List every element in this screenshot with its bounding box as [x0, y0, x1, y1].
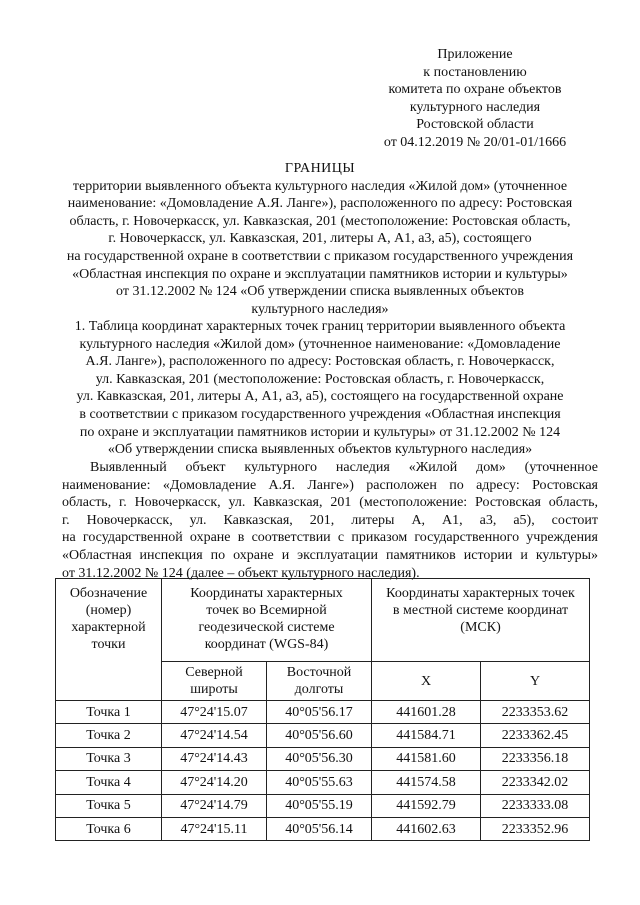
appendix-line: Приложение — [437, 47, 513, 62]
paragraph-line: «Областная инспекция по охране и эксплуатации памятников истории и культуры» — [62, 547, 598, 563]
title-line: культурного наследия» — [251, 301, 389, 317]
table-row — [56, 701, 590, 724]
cell-x: 441602.63 — [372, 817, 481, 840]
section-line: в соответствии с приказом государственного учреждения «Областная инспекция — [79, 406, 561, 422]
appendix-line: Ростовской области — [416, 117, 534, 133]
cell-x: 441574.58 — [372, 771, 481, 794]
header-y: Y — [481, 662, 590, 701]
paragraph-line: на государственной охране в соответствии с приказом государственного учреждения — [62, 530, 598, 546]
cell-east: 40°05'56.14 — [267, 817, 372, 840]
paragraph-line: область, г. Новочеркасск, ул. Кавказская, 201 (местоположение: Ростовская область, — [62, 495, 598, 511]
document-title — [30, 160, 610, 318]
title-line: «Областная инспекция по охране и эксплуатации памятников истории и культуры» — [72, 266, 568, 282]
header-east-longitude: Восточной долготы — [267, 662, 372, 701]
cell-north: 47°24'15.07 — [162, 701, 267, 724]
cell-east: 40°05'55.19 — [267, 794, 372, 817]
appendix-line: от 04.12.2019 № 20/01-01/1666 — [383, 134, 567, 150]
cell-y: 2233353.62 — [481, 701, 590, 724]
cell-y: 2233352.96 — [481, 817, 590, 840]
cell-point: Точка 1 — [56, 701, 162, 724]
title-heading: ГРАНИЦЫ — [284, 161, 356, 176]
cell-x: 441592.79 — [372, 794, 481, 817]
cell-east: 40°05'56.30 — [267, 747, 372, 770]
cell-point: Точка 5 — [56, 794, 162, 817]
title-line: область, г. Новочеркасск, ул. Кавказская, 201 (местоположение: Ростовская область, — [69, 213, 571, 229]
table-header-row — [56, 579, 590, 662]
cell-point: Точка 4 — [56, 771, 162, 794]
cell-point: Точка 2 — [56, 724, 162, 747]
header-point-designation: Обозначение (номер) характерной точки — [56, 579, 162, 701]
cell-y: 2233356.18 — [481, 747, 590, 770]
table-row — [56, 771, 590, 794]
appendix-line: культурного наследия — [409, 99, 541, 115]
cell-north: 47°24'14.54 — [162, 724, 267, 747]
appendix-line: к постановлению — [423, 64, 527, 80]
header-msk-coordinates: Координаты характерных точек в местной системе координат (МСК) — [372, 579, 590, 662]
paragraph-line: от 31.12.2002 № 124 (далее – объект культурного наследия). — [62, 565, 420, 581]
cell-east: 40°05'56.60 — [267, 724, 372, 747]
description-paragraph — [62, 459, 598, 582]
cell-point: Точка 3 — [56, 747, 162, 770]
title-line: г. Новочеркасск, ул. Кавказская, 201, литеры А, А1, а3, а5), состоящего — [108, 231, 532, 247]
title-line: от 31.12.2002 № 124 «Об утверждении списка выявленных объектов — [116, 284, 524, 300]
table-row — [56, 794, 590, 817]
table-row — [56, 747, 590, 770]
cell-north: 47°24'15.11 — [162, 817, 267, 840]
header-wgs84-coordinates: Координаты характерных точек во Всемирной геодезической системе координат (WGS-84) — [162, 579, 372, 662]
paragraph-line: наименование: «Домовладение А.Я. Ланге») расположен по адресу: Ростовская — [62, 477, 598, 493]
appendix-line: комитета по охране объектов — [388, 82, 562, 98]
section-line: 1. Таблица координат характерных точек границ территории выявленного объекта — [74, 319, 566, 334]
table-row — [56, 817, 590, 840]
cell-north: 47°24'14.20 — [162, 771, 267, 794]
paragraph-line: г. Новочеркасск, ул. Кавказская, 201, литеры А, А1, а3, а5), состоит — [62, 512, 598, 528]
cell-y: 2233333.08 — [481, 794, 590, 817]
cell-y: 2233362.45 — [481, 724, 590, 747]
cell-north: 47°24'14.79 — [162, 794, 267, 817]
section-heading — [50, 318, 590, 459]
header-north-latitude: Северной широты — [162, 662, 267, 701]
title-line: на государственной охране в соответствии с приказом государственного учреждения — [66, 248, 574, 264]
section-line: «Об утверждении списка выявленных объектов культурного наследия» — [107, 442, 533, 458]
title-line: наименование: «Домовладение А.Я. Ланге»), расположенного по адресу: Ростовская — [67, 196, 573, 212]
cell-point: Точка 6 — [56, 817, 162, 840]
cell-x: 441584.71 — [372, 724, 481, 747]
section-line: ул. Кавказская, 201, литеры А, А1, а3, а5), состоящего на государственной охране — [76, 389, 564, 405]
header-x: X — [372, 662, 481, 701]
cell-north: 47°24'14.43 — [162, 747, 267, 770]
paragraph-line: Выявленный объект культурного наследия «Жилой дом» (уточненное — [90, 460, 598, 475]
cell-east: 40°05'56.17 — [267, 701, 372, 724]
section-line: ул. Кавказская, 201 (местоположение: Ростовская область, г. Новочеркасск, — [95, 371, 545, 387]
title-line: территории выявленного объекта культурного наследия «Жилой дом» (уточненное — [72, 178, 568, 194]
coordinates-table — [55, 578, 590, 841]
section-line: А.Я. Ланге»), расположенного по адресу: Ростовская область, г. Новочеркасск, — [85, 354, 555, 370]
section-line: по охране и эксплуатации памятников истории и культуры» от 31.12.2002 № 124 — [79, 424, 561, 440]
cell-east: 40°05'55.63 — [267, 771, 372, 794]
cell-x: 441601.28 — [372, 701, 481, 724]
appendix-block — [360, 46, 590, 152]
cell-x: 441581.60 — [372, 747, 481, 770]
cell-y: 2233342.02 — [481, 771, 590, 794]
table-row — [56, 724, 590, 747]
section-line: культурного наследия «Жилой дом» (уточненное наименование: «Домовладение — [79, 336, 561, 352]
